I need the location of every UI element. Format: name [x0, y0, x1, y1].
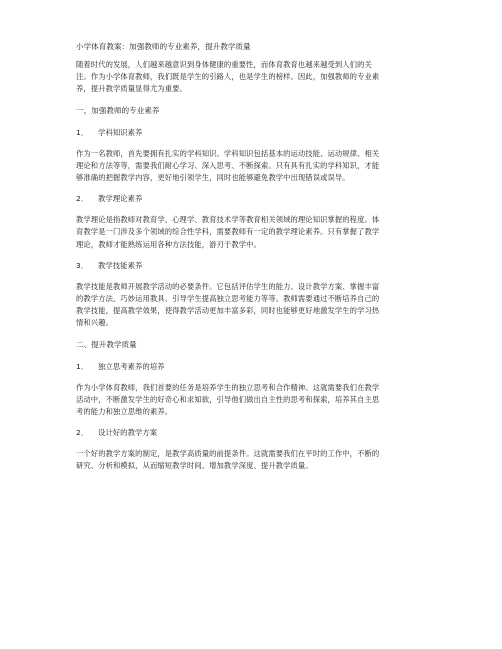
section-1-heading: 一、加强教师的专业素养 — [76, 105, 160, 115]
document-page — [76, 41, 428, 482]
paragraph-line: 教学技能，提高教学效果，使得教学活动更加丰富多彩，同时也能够更好地激发学生的学习热 — [76, 306, 380, 316]
paragraph-line: 研究、分析和模拟，从而缩短教学时间、增加教学深度、提升教学质量。 — [76, 461, 313, 471]
paragraph-line: 教学理论是指教师对教育学、心理学、教育技术学等教育相关领域的理论知识掌握的程度。体 — [76, 215, 380, 225]
document-title: 小学体育教案：加强教师的专业素养，提升教学质量 — [76, 42, 251, 51]
subsection-heading — [76, 260, 428, 272]
subsection-heading — [76, 427, 428, 439]
body-paragraph — [76, 281, 428, 330]
paragraph-line: 教学技能是教师开展教学活动的必要条件。它包括评估学生的能力、设计教学方案、掌握丰富 — [76, 281, 380, 291]
subsection-heading — [76, 193, 428, 205]
subsection-title: 学科知识素养 — [98, 127, 143, 137]
paragraph-line: 作为小学体育教师，我们首要的任务是培养学生的独立思考和合作精神。这就需要我们在教学 — [76, 382, 380, 392]
subsection-number: 2． — [76, 194, 89, 204]
paragraph-line: 理论和方法等等，需要我们耐心学习、深入思考、不断探索。只有具有扎实的学科知识，才能 — [76, 160, 380, 170]
paragraph-line: 一个好的教学方案的制定，是教学高质量的前提条件。这就需要我们在平时的工作中，不断的 — [76, 449, 380, 459]
paragraph-line: 情和兴趣。 — [76, 318, 113, 328]
subsection-heading — [76, 127, 428, 139]
paragraph-line: 作为一名教师，首先要拥有扎实的学科知识。学科知识包括基本的运动技能、运动规律、相关 — [76, 148, 380, 158]
subsection-number: 2． — [76, 428, 89, 438]
paragraph-line: 的教学方法、巧妙运用教具、引导学生提高独立思考能力等等。教师需要通过不断培养自己的 — [76, 294, 380, 304]
body-paragraph — [76, 382, 428, 419]
paragraph-line: 够准确的把握教学内容，更好地引领学生，同时也能够避免教学中出现错误或误导。 — [76, 173, 350, 183]
paragraph-line: 活动中，不断激发学生的好奇心和求知欲，引导他们做出自主性的思考和探索，培养其自主思 — [76, 394, 380, 404]
section-2-heading: 二、提升教学质量 — [76, 339, 137, 349]
intro-paragraph — [76, 59, 428, 96]
intro-line: 养，提升教学质量显得尤为重要。 — [76, 84, 187, 94]
subsection-heading — [76, 361, 428, 373]
subsection-title: 教学技能素养 — [98, 260, 143, 270]
body-paragraph — [76, 148, 428, 185]
body-paragraph — [76, 448, 428, 472]
paragraph-line: 育教学是一门涉及多个领域的综合性学科，需要教师有一定的教学理论素养。只有掌握了教学 — [76, 227, 380, 237]
subsection-number: 1． — [76, 361, 89, 371]
intro-line: 注。作为小学体育教师，我们既是学生的引路人，也是学生的榜样。因此，加强教师的专业素 — [76, 72, 380, 82]
subsection-title: 教学理论素养 — [98, 194, 143, 204]
subsection-title: 设计好的教学方案 — [98, 428, 158, 438]
paragraph-line: 考的能力和独立思维的素养。 — [76, 407, 173, 417]
subsection-number: 3． — [76, 260, 89, 270]
intro-line: 随着时代的发展，人们越来越意识到身体健康的重要性，而体育教育也越来越受到人们的关 — [76, 60, 372, 69]
body-paragraph — [76, 214, 428, 251]
paragraph-line: 理论，教师才能熟练运用各种方法技能，游刃于教学中。 — [76, 239, 261, 249]
subsection-title: 独立思考素养的培养 — [98, 361, 165, 371]
subsection-number: 1． — [76, 127, 89, 137]
